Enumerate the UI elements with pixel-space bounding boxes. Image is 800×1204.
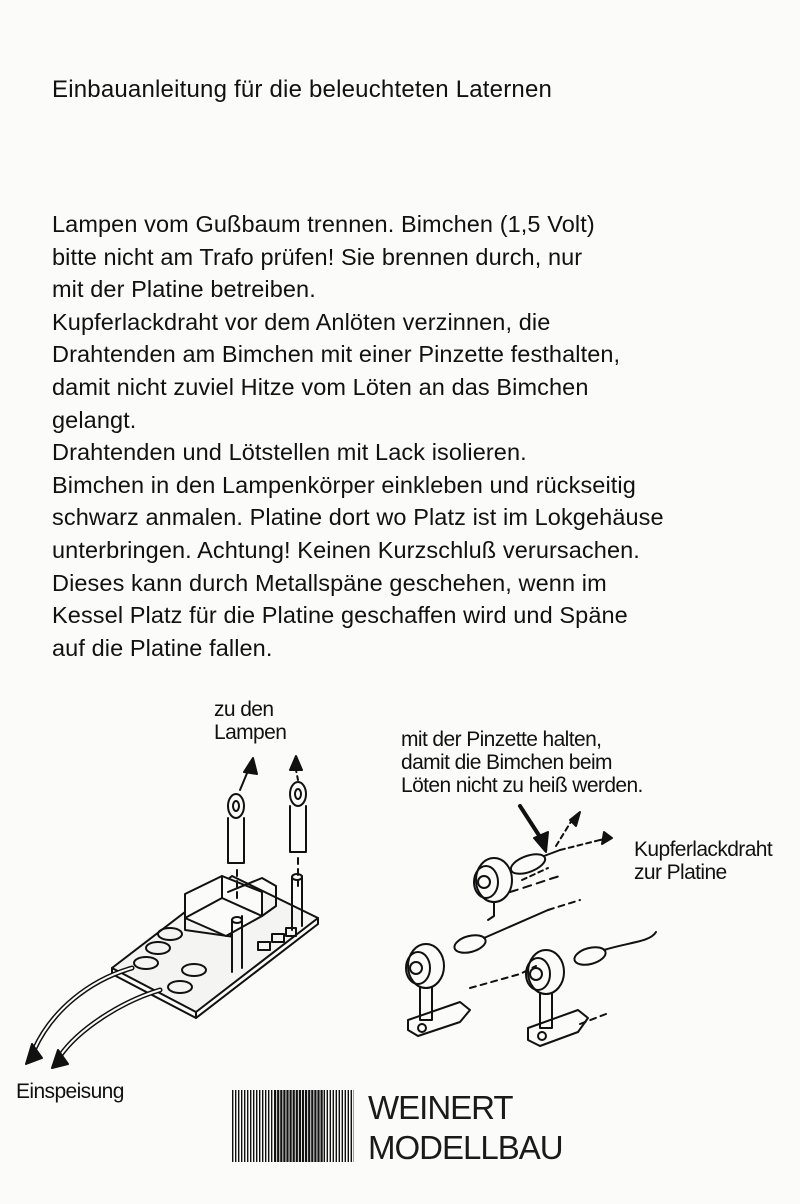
text-line: Drahtenden am Bimchen mit einer Pinzette festhalten, (52, 341, 621, 368)
lantern-right (526, 932, 656, 1046)
brand-line: WEINERT (368, 1089, 513, 1126)
tweezers-label (401, 728, 643, 797)
text-line: auf die Platine fallen. (52, 634, 273, 661)
label-line: Lampen (214, 721, 287, 744)
text-line: Dieses kann durch Metallspäne geschehen, wenn im (52, 569, 607, 596)
installation-diagram (0, 680, 800, 1090)
text-line: gelangt. (52, 406, 137, 433)
lantern-left (406, 900, 580, 1036)
to-lamps-label (214, 698, 286, 744)
lamp-connectors (228, 756, 306, 898)
text-line: damit nicht zuviel Hitze vom Löten an das Bimchen (52, 373, 589, 400)
tweezers (520, 806, 580, 852)
wire-label (634, 838, 772, 884)
text-line: Kupferlackdraht vor dem Anlöten verzinnen, die (52, 308, 551, 335)
text-line: Bimchen in den Lampenkörper einkleben und rückseitig (52, 471, 636, 498)
brand-logo-icon (232, 1090, 354, 1162)
text-line: unterbringen. Achtung! Keinen Kurzschluß verursachen. (52, 536, 640, 563)
brand-line: MODELLBAU (368, 1129, 563, 1166)
text-line: mit der Platine betreiben. (52, 276, 316, 303)
text-line: Lampen vom Gußbaum trennen. Bimchen (1,5 Volt) (52, 211, 595, 237)
label-line: damit die Bimchen beim (401, 751, 612, 774)
label-line: Kupferlackdraht (634, 838, 773, 861)
text-line: bitte nicht am Trafo prüfen! Sie brennen durch, nur (52, 243, 583, 270)
text-line: Drahtenden und Lötstellen mit Lack isolieren. (52, 439, 527, 466)
label-line: zu den (214, 698, 274, 721)
brand-name (368, 1088, 563, 1168)
label-line: mit der Pinzette halten, (401, 728, 602, 751)
label-line: zur Platine (634, 861, 727, 884)
page-title: Einbauanleitung für die beleuchteten Laternen (52, 76, 553, 103)
instruction-text (52, 208, 792, 664)
text-line: schwarz anmalen. Platine dort wo Platz ist im Lokgehäuse (52, 504, 664, 531)
label-line: Löten nicht zu heiß werden. (401, 774, 643, 797)
text-line: Kessel Platz für die Platine geschaffen wird und Späne (52, 602, 628, 629)
feed-label: Einspeisung (16, 1080, 124, 1103)
